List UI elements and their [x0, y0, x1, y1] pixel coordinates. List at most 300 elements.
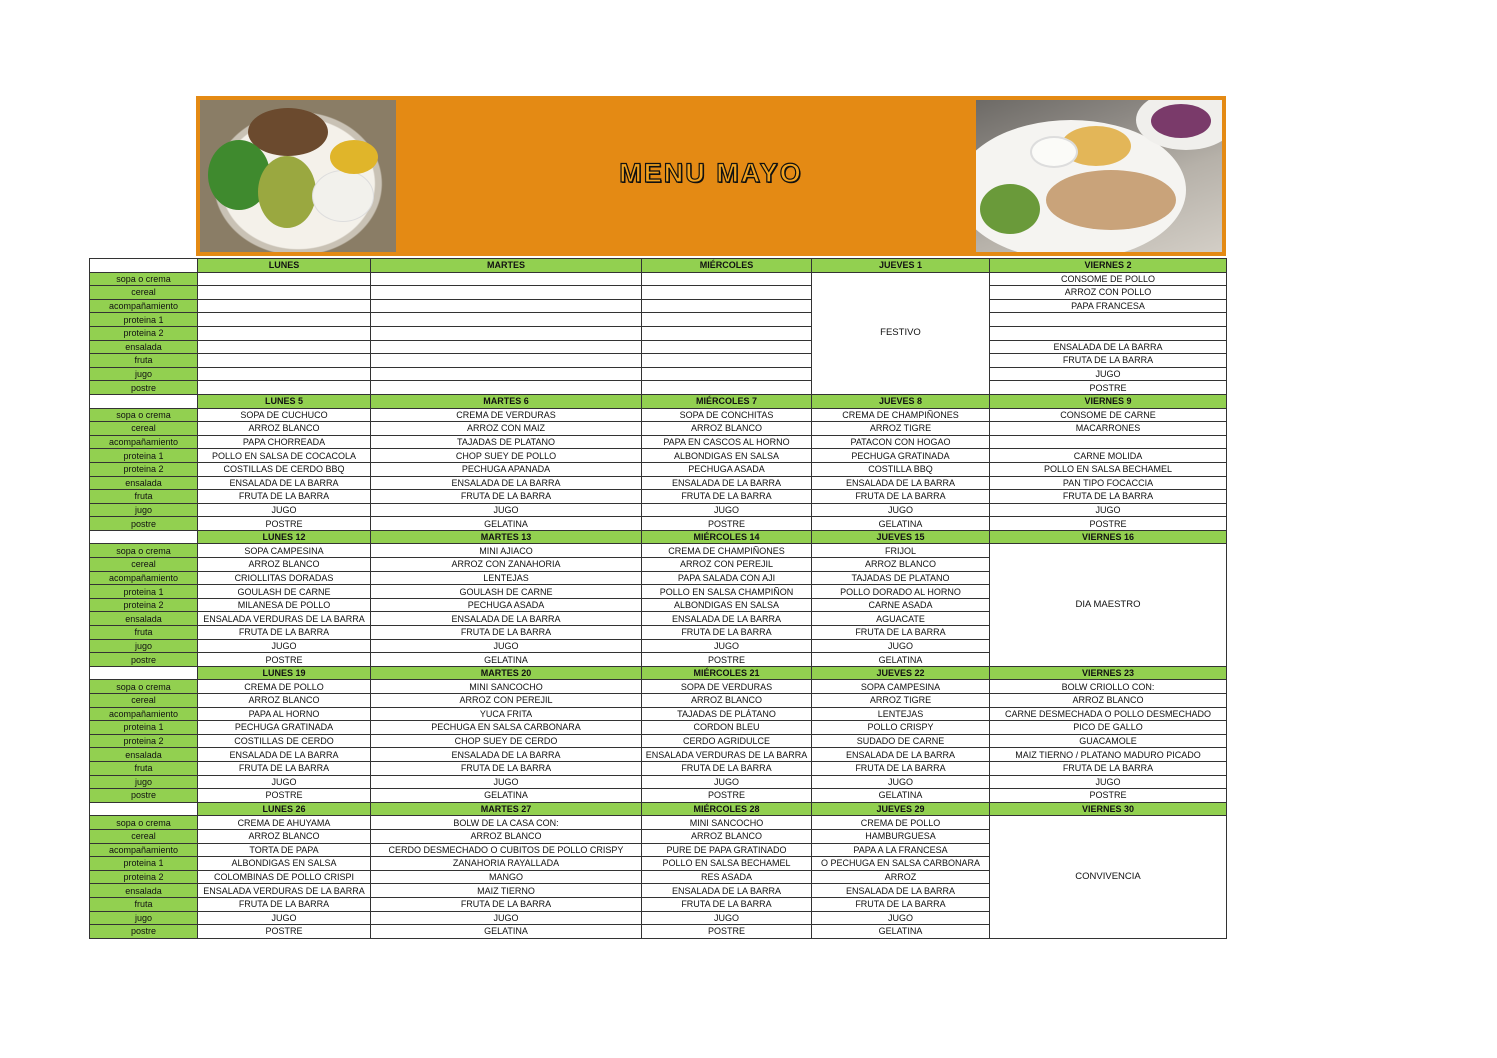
- menu-cell: TAJADAS DE PLATANO: [371, 435, 642, 449]
- menu-cell: GELATINA: [371, 925, 642, 939]
- menu-cell: ENSALADA DE LA BARRA: [642, 612, 812, 626]
- menu-cell: ENSALADA VERDURAS DE LA BARRA: [198, 884, 371, 898]
- menu-cell: [642, 354, 812, 368]
- row-label: cereal: [90, 422, 198, 436]
- menu-cell: POSTRE: [990, 381, 1227, 395]
- merged-day-cell: CONVIVENCIA: [990, 816, 1227, 938]
- menu-cell: JUGO: [198, 503, 371, 517]
- menu-cell: MAIZ TIERNO: [371, 884, 642, 898]
- menu-cell: ARROZ CON PEREJIL: [642, 558, 812, 572]
- day-header: MARTES 27: [371, 802, 642, 816]
- row-label: fruta: [90, 761, 198, 775]
- row-label: proteina 2: [90, 734, 198, 748]
- menu-cell: [642, 326, 812, 340]
- menu-cell: [371, 340, 642, 354]
- menu-row: [90, 286, 1227, 300]
- menu-cell: FRUTA DE LA BARRA: [198, 490, 371, 504]
- menu-cell: [371, 381, 642, 395]
- menu-cell: TORTA DE PAPA: [198, 843, 371, 857]
- menu-cell: CREMA DE AHUYAMA: [198, 816, 371, 830]
- menu-cell: CARNE DESMECHADA O POLLO DESMECHADO: [990, 707, 1227, 721]
- menu-cell: CHOP SUEY DE POLLO: [371, 449, 642, 463]
- menu-cell: JUGO: [198, 775, 371, 789]
- row-label: proteina 1: [90, 313, 198, 327]
- row-label: ensalada: [90, 476, 198, 490]
- menu-cell: POLLO EN SALSA BECHAMEL: [642, 857, 812, 871]
- day-header: MIÉRCOLES 28: [642, 802, 812, 816]
- row-label: jugo: [90, 503, 198, 517]
- row-label: cereal: [90, 829, 198, 843]
- menu-cell: [371, 286, 642, 300]
- week-header-row: [90, 259, 1227, 273]
- menu-cell: MANGO: [371, 870, 642, 884]
- menu-cell: [198, 272, 371, 286]
- menu-row: [90, 789, 1227, 803]
- menu-row: [90, 313, 1227, 327]
- corner-cell: [90, 394, 198, 408]
- menu-cell: HAMBURGUESA: [812, 829, 990, 843]
- menu-row: [90, 734, 1227, 748]
- menu-row: [90, 707, 1227, 721]
- menu-cell: ARROZ BLANCO: [371, 829, 642, 843]
- row-label: proteina 1: [90, 585, 198, 599]
- day-header: MARTES 20: [371, 666, 642, 680]
- menu-cell: GELATINA: [371, 653, 642, 667]
- row-label: postre: [90, 653, 198, 667]
- menu-cell: ARROZ CON MAIZ: [371, 422, 642, 436]
- menu-cell: GELATINA: [812, 653, 990, 667]
- menu-cell: FRUTA DE LA BARRA: [812, 626, 990, 640]
- menu-cell: ARROZ BLANCO: [812, 558, 990, 572]
- menu-cell: ENSALADA DE LA BARRA: [371, 476, 642, 490]
- menu-cell: TAJADAS DE PLATANO: [812, 571, 990, 585]
- menu-cell: GELATINA: [812, 789, 990, 803]
- menu-cell: BOLW CRIOLLO CON:: [990, 680, 1227, 694]
- menu-cell: ALBONDIGAS EN SALSA: [642, 449, 812, 463]
- menu-cell: PAPA A LA FRANCESA: [812, 843, 990, 857]
- menu-cell: [642, 340, 812, 354]
- menu-cell: JUGO: [812, 503, 990, 517]
- row-label: fruta: [90, 490, 198, 504]
- menu-row: [90, 422, 1227, 436]
- row-label: fruta: [90, 897, 198, 911]
- menu-cell: ENSALADA DE LA BARRA: [990, 340, 1227, 354]
- row-label: proteina 2: [90, 870, 198, 884]
- menu-cell: [198, 286, 371, 300]
- menu-cell: ARROZ BLANCO: [198, 829, 371, 843]
- menu-cell: YUCA FRITA: [371, 707, 642, 721]
- menu-cell: CERDO DESMECHADO O CUBITOS DE POLLO CRISPY: [371, 843, 642, 857]
- day-header: JUEVES 8: [812, 394, 990, 408]
- menu-cell: ARROZ BLANCO: [990, 694, 1227, 708]
- row-label: postre: [90, 925, 198, 939]
- menu-cell: PECHUGA APANADA: [371, 462, 642, 476]
- menu-cell: GOULASH DE CARNE: [198, 585, 371, 599]
- day-header: VIERNES 9: [990, 394, 1227, 408]
- row-label: cereal: [90, 286, 198, 300]
- menu-cell: ARROZ BLANCO: [198, 694, 371, 708]
- menu-cell: POSTRE: [198, 789, 371, 803]
- menu-cell: TAJADAS DE PLÁTANO: [642, 707, 812, 721]
- menu-row: [90, 544, 1227, 558]
- menu-cell: JUGO: [812, 911, 990, 925]
- menu-cell: PECHUGA EN SALSA CARBONARA: [371, 721, 642, 735]
- menu-cell: [990, 435, 1227, 449]
- menu-cell: [642, 286, 812, 300]
- day-header: MIÉRCOLES 7: [642, 394, 812, 408]
- menu-cell: CONSOME DE CARNE: [990, 408, 1227, 422]
- menu-cell: ENSALADA DE LA BARRA: [642, 476, 812, 490]
- row-label: proteina 2: [90, 462, 198, 476]
- food-image-right: [976, 100, 1222, 252]
- menu-cell: ARROZ BLANCO: [642, 422, 812, 436]
- row-label: cereal: [90, 558, 198, 572]
- menu-cell: [198, 340, 371, 354]
- menu-cell: GELATINA: [812, 925, 990, 939]
- row-label: postre: [90, 789, 198, 803]
- menu-cell: SOPA CAMPESINA: [198, 544, 371, 558]
- menu-cell: SOPA DE VERDURAS: [642, 680, 812, 694]
- menu-cell: MINI AJIACO: [371, 544, 642, 558]
- menu-row: [90, 449, 1227, 463]
- menu-cell: FRUTA DE LA BARRA: [642, 490, 812, 504]
- menu-cell: FRUTA DE LA BARRA: [198, 897, 371, 911]
- row-label: jugo: [90, 639, 198, 653]
- row-label: acompañamiento: [90, 299, 198, 313]
- menu-cell: FRUTA DE LA BARRA: [371, 897, 642, 911]
- menu-cell: [198, 367, 371, 381]
- menu-row: [90, 354, 1227, 368]
- row-label: jugo: [90, 367, 198, 381]
- menu-cell: [371, 313, 642, 327]
- menu-cell: ARROZ BLANCO: [642, 829, 812, 843]
- menu-cell: CREMA DE VERDURAS: [371, 408, 642, 422]
- menu-row: [90, 326, 1227, 340]
- menu-cell: [642, 367, 812, 381]
- menu-cell: COSTILLAS DE CERDO: [198, 734, 371, 748]
- menu-cell: [990, 326, 1227, 340]
- merged-day-cell: FESTIVO: [812, 272, 990, 394]
- menu-cell: [990, 313, 1227, 327]
- menu-cell: SOPA CAMPESINA: [812, 680, 990, 694]
- menu-cell: ZANAHORIA RAYALLADA: [371, 857, 642, 871]
- menu-cell: FRUTA DE LA BARRA: [642, 626, 812, 640]
- menu-cell: ARROZ: [812, 870, 990, 884]
- menu-cell: JUGO: [990, 367, 1227, 381]
- menu-cell: FRUTA DE LA BARRA: [812, 490, 990, 504]
- row-label: sopa o crema: [90, 816, 198, 830]
- menu-cell: ENSALADA VERDURAS DE LA BARRA: [642, 748, 812, 762]
- menu-cell: FRUTA DE LA BARRA: [812, 897, 990, 911]
- menu-cell: CERDO AGRIDULCE: [642, 734, 812, 748]
- week-header-row: [90, 666, 1227, 680]
- menu-cell: CREMA DE CHAMPIÑONES: [812, 408, 990, 422]
- menu-cell: PECHUGA ASADA: [371, 598, 642, 612]
- menu-cell: POSTRE: [198, 517, 371, 531]
- menu-cell: JUGO: [812, 775, 990, 789]
- row-label: proteina 1: [90, 449, 198, 463]
- menu-cell: [642, 313, 812, 327]
- menu-cell: MILANESA DE POLLO: [198, 598, 371, 612]
- day-header: LUNES 19: [198, 666, 371, 680]
- day-header: VIERNES 23: [990, 666, 1227, 680]
- menu-cell: ENSALADA DE LA BARRA: [371, 748, 642, 762]
- menu-cell: PAPA CHORREADA: [198, 435, 371, 449]
- menu-cell: FRUTA DE LA BARRA: [198, 761, 371, 775]
- day-header: VIERNES 30: [990, 802, 1227, 816]
- day-header: LUNES 12: [198, 530, 371, 544]
- menu-cell: [371, 272, 642, 286]
- menu-cell: MINI SANCOCHO: [642, 816, 812, 830]
- menu-row: [90, 694, 1227, 708]
- row-label: acompañamiento: [90, 843, 198, 857]
- menu-cell: ARROZ TIGRE: [812, 422, 990, 436]
- menu-cell: POSTRE: [642, 517, 812, 531]
- row-label: proteina 2: [90, 598, 198, 612]
- menu-cell: CRIOLLITAS DORADAS: [198, 571, 371, 585]
- menu-cell: CREMA DE POLLO: [812, 816, 990, 830]
- menu-cell: PAPA SALADA CON AJI: [642, 571, 812, 585]
- menu-cell: PURE DE PAPA GRATINADO: [642, 843, 812, 857]
- row-label: sopa o crema: [90, 408, 198, 422]
- row-label: acompañamiento: [90, 435, 198, 449]
- day-header: VIERNES 16: [990, 530, 1227, 544]
- corner-cell: [90, 802, 198, 816]
- menu-table: [89, 258, 1227, 939]
- row-label: ensalada: [90, 884, 198, 898]
- week-header-row: [90, 802, 1227, 816]
- menu-cell: JUGO: [990, 775, 1227, 789]
- row-label: proteina 2: [90, 326, 198, 340]
- menu-row: [90, 721, 1227, 735]
- menu-cell: CARNE MOLIDA: [990, 449, 1227, 463]
- menu-cell: JUGO: [642, 775, 812, 789]
- row-label: ensalada: [90, 612, 198, 626]
- menu-cell: FRUTA DE LA BARRA: [990, 761, 1227, 775]
- menu-cell: JUGO: [642, 639, 812, 653]
- menu-cell: GELATINA: [371, 789, 642, 803]
- menu-row: [90, 761, 1227, 775]
- menu-cell: GUACAMOLE: [990, 734, 1227, 748]
- day-header: LUNES 5: [198, 394, 371, 408]
- menu-cell: MACARRONES: [990, 422, 1227, 436]
- menu-row: [90, 775, 1227, 789]
- menu-cell: [198, 326, 371, 340]
- row-label: acompañamiento: [90, 571, 198, 585]
- corner-cell: [90, 666, 198, 680]
- day-header: MARTES 6: [371, 394, 642, 408]
- menu-row: [90, 490, 1227, 504]
- row-label: sopa o crema: [90, 680, 198, 694]
- menu-cell: PECHUGA ASADA: [642, 462, 812, 476]
- menu-cell: JUGO: [371, 911, 642, 925]
- day-header: LUNES: [198, 259, 371, 273]
- menu-cell: GELATINA: [812, 517, 990, 531]
- row-label: jugo: [90, 775, 198, 789]
- row-label: ensalada: [90, 748, 198, 762]
- menu-cell: POLLO CRISPY: [812, 721, 990, 735]
- menu-cell: [642, 381, 812, 395]
- menu-cell: ENSALADA DE LA BARRA: [642, 884, 812, 898]
- menu-cell: JUGO: [371, 639, 642, 653]
- menu-cell: ENSALADA DE LA BARRA: [812, 748, 990, 762]
- corner-cell: [90, 530, 198, 544]
- menu-cell: ALBONDIGAS EN SALSA: [642, 598, 812, 612]
- day-header: MARTES 13: [371, 530, 642, 544]
- menu-cell: JUGO: [642, 503, 812, 517]
- menu-cell: POSTRE: [642, 789, 812, 803]
- menu-cell: ENSALADA DE LA BARRA: [371, 612, 642, 626]
- menu-cell: FRUTA DE LA BARRA: [990, 490, 1227, 504]
- menu-cell: [371, 354, 642, 368]
- menu-cell: JUGO: [990, 503, 1227, 517]
- menu-row: [90, 816, 1227, 830]
- menu-cell: POSTRE: [990, 789, 1227, 803]
- menu-cell: CREMA DE POLLO: [198, 680, 371, 694]
- row-label: postre: [90, 517, 198, 531]
- menu-cell: JUGO: [812, 639, 990, 653]
- menu-cell: [198, 381, 371, 395]
- menu-cell: CREMA DE CHAMPIÑONES: [642, 544, 812, 558]
- menu-cell: SUDADO DE CARNE: [812, 734, 990, 748]
- menu-cell: ARROZ CON POLLO: [990, 286, 1227, 300]
- row-label: postre: [90, 381, 198, 395]
- menu-row: [90, 367, 1227, 381]
- menu-cell: SOPA DE CONCHITAS: [642, 408, 812, 422]
- menu-cell: POSTRE: [198, 653, 371, 667]
- menu-cell: POLLO EN SALSA DE COCACOLA: [198, 449, 371, 463]
- menu-cell: O PECHUGA EN SALSA CARBONARA: [812, 857, 990, 871]
- menu-row: [90, 517, 1227, 531]
- menu-cell: SOPA DE CUCHUCO: [198, 408, 371, 422]
- menu-cell: GOULASH DE CARNE: [371, 585, 642, 599]
- menu-cell: ARROZ CON ZANAHORIA: [371, 558, 642, 572]
- menu-cell: PAPA AL HORNO: [198, 707, 371, 721]
- row-label: fruta: [90, 626, 198, 640]
- menu-cell: CONSOME DE POLLO: [990, 272, 1227, 286]
- menu-cell: FRUTA DE LA BARRA: [371, 490, 642, 504]
- menu-cell: JUGO: [198, 911, 371, 925]
- menu-cell: [371, 299, 642, 313]
- menu-cell: FRUTA DE LA BARRA: [371, 761, 642, 775]
- menu-cell: JUGO: [371, 503, 642, 517]
- menu-cell: LENTEJAS: [371, 571, 642, 585]
- row-label: ensalada: [90, 340, 198, 354]
- menu-cell: ENSALADA DE LA BARRA: [812, 476, 990, 490]
- week-header-row: [90, 530, 1227, 544]
- menu-cell: [371, 367, 642, 381]
- menu-cell: ENSALADA DE LA BARRA: [198, 748, 371, 762]
- day-header: JUEVES 29: [812, 802, 990, 816]
- menu-cell: PICO DE GALLO: [990, 721, 1227, 735]
- day-header: LUNES 26: [198, 802, 371, 816]
- menu-cell: CHOP SUEY DE CERDO: [371, 734, 642, 748]
- menu-cell: PECHUGA GRATINADA: [198, 721, 371, 735]
- menu-cell: POSTRE: [198, 925, 371, 939]
- menu-cell: ARROZ BLANCO: [642, 694, 812, 708]
- menu-cell: [198, 313, 371, 327]
- menu-row: [90, 476, 1227, 490]
- menu-cell: ARROZ CON PEREJIL: [371, 694, 642, 708]
- menu-cell: POSTRE: [990, 517, 1227, 531]
- menu-cell: PECHUGA GRATINADA: [812, 449, 990, 463]
- menu-cell: CORDON BLEU: [642, 721, 812, 735]
- row-label: sopa o crema: [90, 544, 198, 558]
- menu-row: [90, 435, 1227, 449]
- menu-row: [90, 299, 1227, 313]
- day-header: MIÉRCOLES 14: [642, 530, 812, 544]
- day-header: MIÉRCOLES 21: [642, 666, 812, 680]
- row-label: proteina 1: [90, 721, 198, 735]
- menu-cell: ARROZ BLANCO: [198, 422, 371, 436]
- menu-cell: [642, 272, 812, 286]
- menu-cell: JUGO: [642, 911, 812, 925]
- row-label: fruta: [90, 354, 198, 368]
- menu-cell: ENSALADA DE LA BARRA: [198, 476, 371, 490]
- menu-row: [90, 503, 1227, 517]
- row-label: acompañamiento: [90, 707, 198, 721]
- menu-row: [90, 680, 1227, 694]
- menu-cell: RES ASADA: [642, 870, 812, 884]
- merged-day-cell: DIA MAESTRO: [990, 544, 1227, 666]
- menu-row: [90, 408, 1227, 422]
- day-header: MARTES: [371, 259, 642, 273]
- menu-cell: LENTEJAS: [812, 707, 990, 721]
- menu-cell: FRUTA DE LA BARRA: [642, 761, 812, 775]
- menu-cell: MINI SANCOCHO: [371, 680, 642, 694]
- menu-cell: POLLO EN SALSA CHAMPIÑON: [642, 585, 812, 599]
- menu-cell: BOLW DE LA CASA CON:: [371, 816, 642, 830]
- menu-cell: ARROZ TIGRE: [812, 694, 990, 708]
- menu-cell: POSTRE: [642, 925, 812, 939]
- menu-cell: ENSALADA DE LA BARRA: [812, 884, 990, 898]
- menu-cell: AGUACATE: [812, 612, 990, 626]
- menu-cell: FRUTA DE LA BARRA: [198, 626, 371, 640]
- menu-row: [90, 748, 1227, 762]
- menu-cell: [198, 354, 371, 368]
- row-label: cereal: [90, 694, 198, 708]
- page-title: MENU MAYO: [619, 158, 803, 188]
- menu-cell: ARROZ BLANCO: [198, 558, 371, 572]
- menu-row: [90, 340, 1227, 354]
- row-label: proteina 1: [90, 857, 198, 871]
- menu-row: [90, 272, 1227, 286]
- day-header: VIERNES 2: [990, 259, 1227, 273]
- menu-row: [90, 462, 1227, 476]
- menu-cell: FRUTA DE LA BARRA: [642, 897, 812, 911]
- menu-cell: JUGO: [198, 639, 371, 653]
- menu-row: [90, 381, 1227, 395]
- day-header: JUEVES 22: [812, 666, 990, 680]
- menu-cell: FRUTA DE LA BARRA: [812, 761, 990, 775]
- menu-cell: POSTRE: [642, 653, 812, 667]
- row-label: sopa o crema: [90, 272, 198, 286]
- menu-cell: MAIZ TIERNO / PLATANO MADURO PICADO: [990, 748, 1227, 762]
- menu-cell: FRIJOL: [812, 544, 990, 558]
- menu-cell: POLLO DORADO AL HORNO: [812, 585, 990, 599]
- menu-cell: FRUTA DE LA BARRA: [371, 626, 642, 640]
- menu-cell: COLOMBINAS DE POLLO CRISPI: [198, 870, 371, 884]
- row-label: jugo: [90, 911, 198, 925]
- menu-cell: COSTILLAS DE CERDO BBQ: [198, 462, 371, 476]
- menu-cell: PAN TIPO FOCACCIA: [990, 476, 1227, 490]
- menu-cell: [198, 299, 371, 313]
- menu-cell: FRUTA DE LA BARRA: [990, 354, 1227, 368]
- menu-cell: PATACON CON HOGAO: [812, 435, 990, 449]
- menu-cell: ALBONDIGAS EN SALSA: [198, 857, 371, 871]
- corner-cell: [90, 259, 198, 273]
- menu-cell: JUGO: [371, 775, 642, 789]
